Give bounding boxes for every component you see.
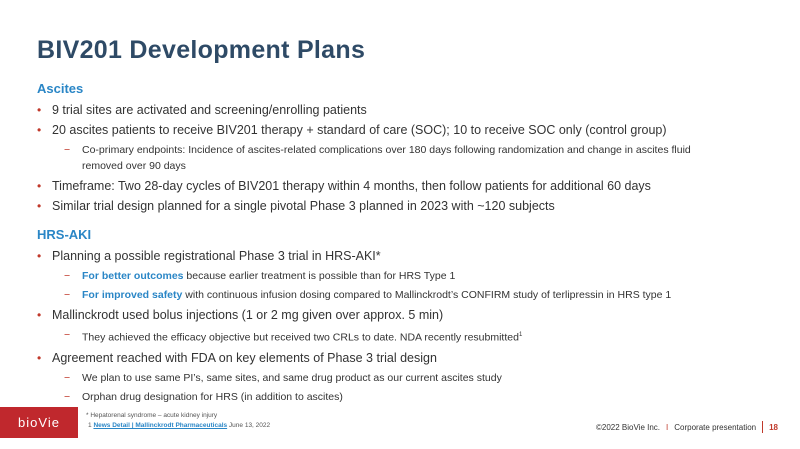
copyright: ©2022 BioVie Inc. bbox=[596, 422, 661, 432]
footnote-ref: 1 bbox=[518, 332, 523, 338]
hrs-bullet-1: • Planning a possible registrational Phase 3 trial in HRS-AKI* bbox=[37, 248, 777, 264]
outcomes-text: because earlier treatment is possible than for HRS Type 1 bbox=[183, 270, 456, 282]
dash-marker: − bbox=[64, 270, 71, 282]
hrs-bullet-3: • Agreement reached with FDA on key elements of Phase 3 trial design bbox=[37, 350, 777, 366]
footnotes bbox=[86, 411, 270, 431]
orphan-text: Orphan drug designation for HRS (in addition to ascites) bbox=[82, 390, 343, 403]
page-number: 18 bbox=[769, 422, 778, 432]
hrs-sub-orphan bbox=[37, 389, 777, 405]
hrs-sub-pis bbox=[37, 370, 777, 386]
footnote-1 bbox=[86, 421, 270, 431]
dash-marker: − bbox=[64, 329, 71, 341]
footnote-1-link[interactable]: News Detail | Mallinckrodt Pharmaceuticals bbox=[93, 422, 228, 429]
footnote-1-date: June 13, 2022 bbox=[227, 422, 271, 429]
ascites-bullet-3: • Timeframe: Two 28-day cycles of BIV201 therapy within 4 months, then follow patients for additional 60 days bbox=[37, 178, 777, 194]
ascites-bullet-1: • 9 trial sites are activated and screening/enrolling patients bbox=[37, 102, 777, 118]
endpoints-line-2: removed over 90 days bbox=[82, 160, 186, 172]
dash-marker: − bbox=[64, 390, 71, 403]
ascites-bullet-2: • 20 ascites patients to receive BIV201 therapy + standard of care (SOC); 10 to receive SOC only (control group) bbox=[37, 122, 777, 138]
crl-text: They achieved the efficacy objective but received two CRLs to date. NDA recently resubmitted bbox=[82, 331, 519, 344]
endpoints-line-1: Co-primary endpoints: Incidence of ascites-related complications over 180 days following randomization and change in ascites fluid bbox=[82, 144, 691, 156]
hrs-bullet-2: • Mallinckrodt used bolus injections (1 or 2 mg given over approx. 5 min) bbox=[37, 307, 777, 323]
page-title: BIV201 Development Plans bbox=[37, 36, 366, 64]
dash-marker: − bbox=[64, 144, 71, 156]
hrs-heading: HRS-AKI bbox=[37, 227, 92, 242]
ascites-sub-endpoints bbox=[37, 142, 777, 174]
hrs-sub-safety bbox=[37, 287, 777, 303]
footer-label: Corporate presentation bbox=[674, 422, 757, 432]
safety-highlight: For improved safety bbox=[82, 289, 183, 301]
slide-content bbox=[37, 80, 777, 408]
dash-marker: − bbox=[64, 289, 71, 301]
ascites-heading: Ascites bbox=[37, 81, 84, 96]
footer-divider bbox=[762, 421, 763, 433]
outcomes-highlight: For better outcomes bbox=[82, 270, 184, 282]
dash-marker: − bbox=[64, 371, 71, 384]
footnote-star: * Hepatorenal syndrome – acute kidney injury bbox=[86, 412, 218, 419]
slide-footer bbox=[596, 421, 778, 433]
hrs-sub-crl bbox=[37, 327, 777, 346]
footer-separator: I bbox=[666, 422, 669, 432]
pis-text: We plan to use same PI’s, same sites, and same drug product as our current ascites study bbox=[82, 371, 502, 384]
biovie-logo: bioVie bbox=[0, 407, 78, 438]
safety-text: with continuous infusion dosing compared to Mallinckrodt’s CONFIRM study of terlipressin in HRS type 1 bbox=[182, 289, 672, 301]
ascites-bullet-4: • Similar trial design planned for a single pivotal Phase 3 planned in 2023 with ~120 subjects bbox=[37, 198, 777, 214]
footnote-1-number: 1 bbox=[88, 422, 92, 429]
hrs-sub-outcomes bbox=[37, 268, 777, 284]
